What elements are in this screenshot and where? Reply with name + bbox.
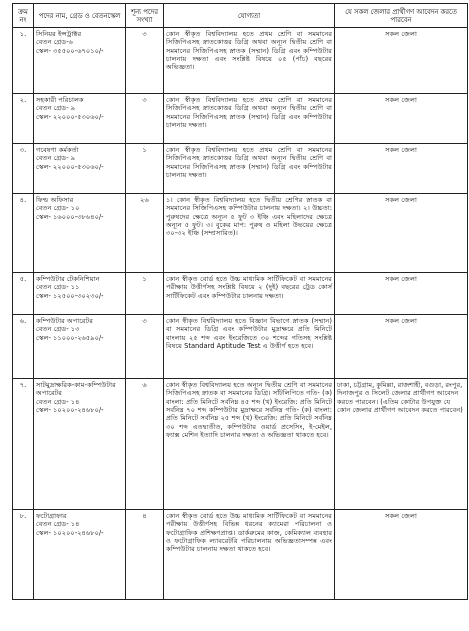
post-line: কম্পিউটার টেকনিশিয়ান xyxy=(36,275,100,283)
districts-text: সকল জেলা xyxy=(385,96,417,104)
post-line: স্কেল- ১১০০০-২৬৫৯০/- xyxy=(36,333,104,342)
post-line: স্কেল- ৩৫৫০০-৬৭০১০/- xyxy=(36,46,104,55)
post-line: বেতন গ্রেড- ১১ xyxy=(36,283,80,292)
serial-cell: ৭. xyxy=(13,379,34,510)
post-cell xyxy=(34,315,126,379)
qualification-text: ১। কোন স্বীকৃত বিশ্ববিদ্যালয় হতে দ্বিতীয় শ্রেণির স্নাতক বা সমমানের সিজিপিএসহ কম্পিউটার চালনায় দক্ষতা। ২। উচ্চতা: পুরুষদের ক্ষেত্রে অন্যূন ৫ ফুট ৩ ইঞ্চি এবং মহিলাদের ক্ষেত্রে অন্যূন ৫ ফুট। ৩। বুকের মাপ: পুরুষ ও মহিলা উভয়ের ক্ষেত্রে ৩০-৩২ ইঞ্চি (সম্প্রসারিত)। xyxy=(166,196,332,238)
serial-cell: ২. xyxy=(13,94,34,144)
post-line: স্কেল- ২২০০০-৫৩০৬০/- xyxy=(36,112,104,121)
post-line: বেতন গ্রেড- ১৪ xyxy=(36,520,80,529)
header-qualification: যোগ্যতা xyxy=(164,4,335,28)
post-line: ফটোগ্রাফার xyxy=(36,512,67,520)
posts-table-body xyxy=(13,28,468,600)
post-line: বেতন গ্রেড- ১০ xyxy=(36,204,80,213)
qualification-cell xyxy=(164,28,335,94)
posts-table xyxy=(12,3,468,600)
districts-cell xyxy=(335,273,468,315)
post-line: স্কেল- ১৬০০০-৩৮৬৪০/- xyxy=(36,212,104,221)
post-line: স্কেল- ১২৫০০-৩০২৩০/- xyxy=(36,291,104,300)
post-line: বেতন গ্রেড- ১৪ xyxy=(36,397,80,406)
qualification-text: কোন স্বীকৃত বোর্ড হতে উচ্চ মাধ্যমিক সার্টিফিকেট বা সমমানের পরীক্ষায় উত্তীর্ণসহ সংশ্লিষ্ট বিষয়ে ২ (দুই) বছরের ট্রেড কোর্স সার্টিফিকেট এবং কম্পিউটার চালনায় দক্ষতা। xyxy=(166,275,332,300)
serial-cell: ১. xyxy=(13,28,34,94)
vacancy-cell: ৩ xyxy=(126,28,164,94)
header-vacancy: শূন্য পদের সংখ্যা xyxy=(126,4,164,28)
districts-text: সকল জেলা xyxy=(385,317,417,325)
post-cell xyxy=(34,379,126,510)
districts-text: ঢাকা, চট্টগ্রাম, কুমিল্লা, রাজশাহী, বগুড়া, রংপুর, দিনাজপুর ও সিলেট জেলার প্রার্থীগণ আবেদন করতে পারবেন। (এতিম কোটার উপযুক্ত যে কোন জেলার প্রার্থীগণ আবেদন করতে পারবেন) xyxy=(337,381,463,415)
districts-cell xyxy=(335,510,468,600)
qualification-text: কোন স্বীকৃত বিশ্ববিদ্যালয় হতে অন্যূন দ্বিতীয় শ্রেণি বা সমমানের সিজিপিএসহ স্নাতক বা সমমানের ডিগ্রি। সাঁটলিপিতে গতি- (ক) বাংলা: প্রতি মিনিটে সর্বনিম্ন ৪৫ শব্দ (খ) ইংরেজি: প্রতি মিনিটে সর্বনিম্ন ৭০ শব্দ কম্পিউটার মুদ্রাক্ষরে সর্বনিম্ন গতি- (ক) বাংলা: প্রতি মিনিটে সর্বনিম্ন ২৫ শব্দ (খ) ইংরেজি: প্রতি মিনিটে সর্বনিম্ন ৩০ শব্দ এতদ্ব্যতীত, কম্পিউটার ওয়ার্ড প্রসেসিং, ই-মেইল, ফ্যাক্স মেশিন ইত্যাদি চালনার দক্ষতা ও অভিজ্ঞতা থাকতে হবে। xyxy=(166,381,332,440)
post-line: গবেষণা কর্মকর্তা xyxy=(36,146,79,154)
post-line: সিনিয়র ইন্সট্রাক্টর xyxy=(36,30,82,38)
vacancy-cell: ৩ xyxy=(126,315,164,379)
table-row xyxy=(13,94,468,144)
qualification-cell xyxy=(164,273,335,315)
post-line: বেতন গ্রেড- ৯ xyxy=(36,104,76,113)
post-line: স্কেল- ১০২০০-২৪৬৮০/- xyxy=(36,528,104,537)
vacancy-cell: ২৬ xyxy=(126,194,164,273)
serial-cell: ৫. xyxy=(13,273,34,315)
post-cell xyxy=(34,144,126,194)
table-header-row xyxy=(13,4,468,28)
qualification-text: কোন স্বীকৃত বিশ্ববিদ্যালয় হতে বিজ্ঞান বিভাগে স্নাতক (সম্মান) বা সমমানের ডিগ্রি এবং কম্পিউটার মুদ্রাক্ষরে প্রতি মিনিটে বাংলায় ২৫ শব্দ এবং ইংরেজিতে ৩০ শব্দের গতিসহ সংশ্লিষ্ট বিষয়ে Standard Aptitude Test এ উত্তীর্ণ হতে হবে। xyxy=(166,317,332,351)
post-cell xyxy=(34,273,126,315)
vacancy-cell: ১ xyxy=(126,273,164,315)
header-post-grade-scale: পদের নাম, গ্রেড ও বেতনস্কেল xyxy=(34,4,126,28)
post-line: বেতন গ্রেড-৬ xyxy=(36,38,73,47)
qualification-cell xyxy=(164,144,335,194)
table-row xyxy=(13,144,468,194)
post-cell xyxy=(34,28,126,94)
serial-cell: ৬. xyxy=(13,315,34,379)
post-cell xyxy=(34,94,126,144)
districts-cell xyxy=(335,379,468,510)
serial-cell: ৩. xyxy=(13,144,34,194)
post-line: স্কেল- ১০২০০-২৪৬৮০/- xyxy=(36,406,104,415)
header-serial: ক্রম নং xyxy=(13,4,34,28)
serial-cell: ৪. xyxy=(13,194,34,273)
districts-text: সকল জেলা xyxy=(385,30,417,38)
vacancy-cell: ৩ xyxy=(126,94,164,144)
qualification-text: কোন স্বীকৃত বিশ্ববিদ্যালয় হতে প্রথম শ্রেণি বা সমমানের সিজিপিএসহ স্নাতকোত্তর ডিগ্রি অথবা অন্যূন দ্বিতীয় শ্রেণি বা সমমানের সিজিপিএসহ স্নাতক (সম্মান) ডিগ্রি এবং কম্পিউটার চালনায় দক্ষতা এবং সংশ্লিষ্ট বিষয়ে ০৫ (পাঁচ) বছরের অভিজ্ঞতা। xyxy=(166,30,332,72)
serial-cell: ৮. xyxy=(13,510,34,600)
districts-text: সকল জেলা xyxy=(385,196,417,204)
qualification-cell xyxy=(164,379,335,510)
post-cell xyxy=(34,194,126,273)
districts-cell xyxy=(335,94,468,144)
table-row xyxy=(13,379,468,510)
districts-cell xyxy=(335,315,468,379)
table-row xyxy=(13,510,468,600)
header-eligible-districts: যে সকল জেলার প্রার্থীগণ আবেদন করতে পারবেন xyxy=(335,4,468,28)
qualification-cell xyxy=(164,194,335,273)
qualification-cell xyxy=(164,94,335,144)
districts-cell xyxy=(335,194,468,273)
qualification-cell xyxy=(164,510,335,600)
vacancy-cell: ৬ xyxy=(126,379,164,510)
qualification-text: কোন স্বীকৃত বোর্ড হতে উচ্চ মাধ্যমিক সার্টিফিকেট বা সমমানের পরীক্ষায় উত্তীর্ণসহ বিভিন্ন ধরনের ক্যামেরা পরিচালনা ও ফটোগ্রাফিক প্রশিক্ষণপ্রাপ্ত। ডার্করুমের কাজ, কেমিক্যাল ব্যবহার ও ফটোগ্রাফিক ল্যাবরেটরি পরিচালনায় অভিজ্ঞতাসম্পন্ন এবং কম্পিউটার চালনায় দক্ষতা থাকতে হবে। xyxy=(166,512,332,554)
table-row xyxy=(13,28,468,94)
post-line: সাটমুদ্রাক্ষরিক-কাম-কম্পিউটার অপারেটর xyxy=(36,381,116,398)
post-cell xyxy=(34,510,126,600)
qualification-text: কোন স্বীকৃত বিশ্ববিদ্যালয় হতে প্রথম শ্রেণি বা সমমানের সিজিপিএসহ স্নাতকোত্তর ডিগ্রি অথবা অন্যূন দ্বিতীয় শ্রেণি বা সমমানের সিজিপিএসহ স্নাতক (সম্মান) ডিগ্রি এবং কম্পিউটার চালনায় দক্ষতা। xyxy=(166,96,332,130)
recruitment-circular-document xyxy=(12,3,467,600)
post-line: কম্পিউটার অপারেটর xyxy=(36,317,93,325)
table-row xyxy=(13,315,468,379)
districts-text: সকল জেলা xyxy=(385,512,417,520)
districts-text: সকল জেলা xyxy=(385,275,417,283)
post-line: স্কেল- ২২০০০-৫৩০৬০/- xyxy=(36,162,104,171)
districts-text: সকল জেলা xyxy=(385,146,417,154)
vacancy-cell: ১ xyxy=(126,144,164,194)
table-row xyxy=(13,194,468,273)
districts-cell xyxy=(335,28,468,94)
qualification-text: কোন স্বীকৃত বিশ্ববিদ্যালয় হতে প্রথম শ্রেণি বা সমমানের সিজিপিএসহ স্নাতকোত্তর ডিগ্রি অথবা অন্যূন দ্বিতীয় শ্রেণি বা সমমানের সিজিপিএসহ স্নাতক (সম্মান) ডিগ্রি এবং কম্পিউটার চালনায় দক্ষতা। xyxy=(166,146,332,180)
vacancy-cell: ৪ xyxy=(126,510,164,600)
districts-cell xyxy=(335,144,468,194)
post-line: সহকারী পরিচালক xyxy=(36,96,84,104)
post-line: বেতন গ্রেড- ৯ xyxy=(36,154,76,163)
qualification-cell xyxy=(164,315,335,379)
table-row xyxy=(13,273,468,315)
post-line: বেতন গ্রেড- ১৩ xyxy=(36,325,80,334)
post-line: ফিল্ড অফিসার xyxy=(36,196,74,204)
